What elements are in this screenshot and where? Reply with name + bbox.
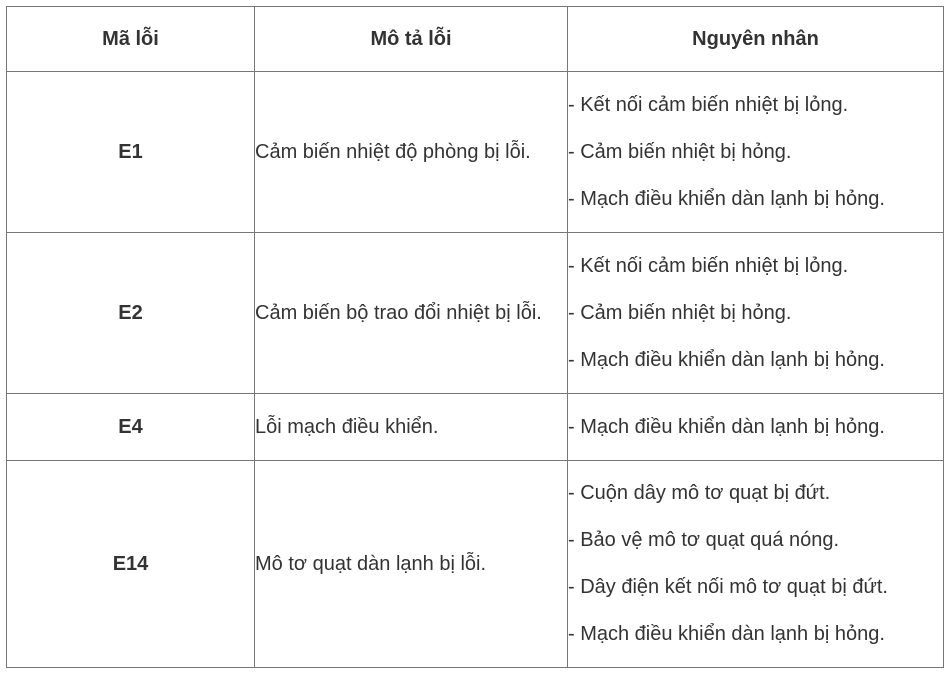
error-description-cell: Mô tơ quạt dàn lạnh bị lỗi. xyxy=(255,461,568,668)
cause-item: - Bảo vệ mô tơ quạt quá nóng. xyxy=(568,529,840,551)
cause-item: - Cảm biến nhiệt bị hỏng. xyxy=(568,301,792,324)
error-cause-cell xyxy=(568,394,944,461)
table-header-row xyxy=(7,7,944,72)
cause-item: - Mạch điều khiển dàn lạnh bị hỏng. xyxy=(568,348,885,371)
cause-item: - Kết nối cảm biến nhiệt bị lỏng. xyxy=(568,254,849,277)
error-cause-cell xyxy=(568,233,944,394)
header-error-cause: Nguyên nhân xyxy=(568,7,944,72)
cause-item: - Cảm biến nhiệt bị hỏng. xyxy=(568,140,792,163)
error-description-cell: Lỗi mạch điều khiển. xyxy=(255,394,568,461)
error-description-cell: Cảm biến nhiệt độ phòng bị lỗi. xyxy=(255,72,568,233)
error-cause-cell xyxy=(568,72,944,233)
error-code-table xyxy=(6,6,944,668)
cause-item: - Mạch điều khiển dàn lạnh bị hỏng. xyxy=(568,415,885,438)
error-code-cell: E4 xyxy=(7,394,255,461)
error-cause-cell xyxy=(568,461,944,668)
error-code-cell: E2 xyxy=(7,233,255,394)
header-error-description: Mô tả lỗi xyxy=(255,7,568,72)
table-row xyxy=(7,72,944,233)
cause-item: - Dây điện kết nối mô tơ quạt bị đứt. xyxy=(568,576,888,598)
table-row xyxy=(7,394,944,461)
header-error-code: Mã lỗi xyxy=(7,7,255,72)
error-code-cell: E1 xyxy=(7,72,255,233)
cause-item: - Mạch điều khiển dàn lạnh bị hỏng. xyxy=(568,187,885,210)
error-code-cell: E14 xyxy=(7,461,255,668)
table-row xyxy=(7,233,944,394)
cause-item: - Kết nối cảm biến nhiệt bị lỏng. xyxy=(568,93,849,116)
cause-item: - Mạch điều khiển dàn lạnh bị hỏng. xyxy=(568,623,885,645)
table-row xyxy=(7,461,944,668)
error-description-cell: Cảm biến bộ trao đổi nhiệt bị lỗi. xyxy=(255,233,568,394)
cause-item: - Cuộn dây mô tơ quạt bị đứt. xyxy=(568,482,831,504)
